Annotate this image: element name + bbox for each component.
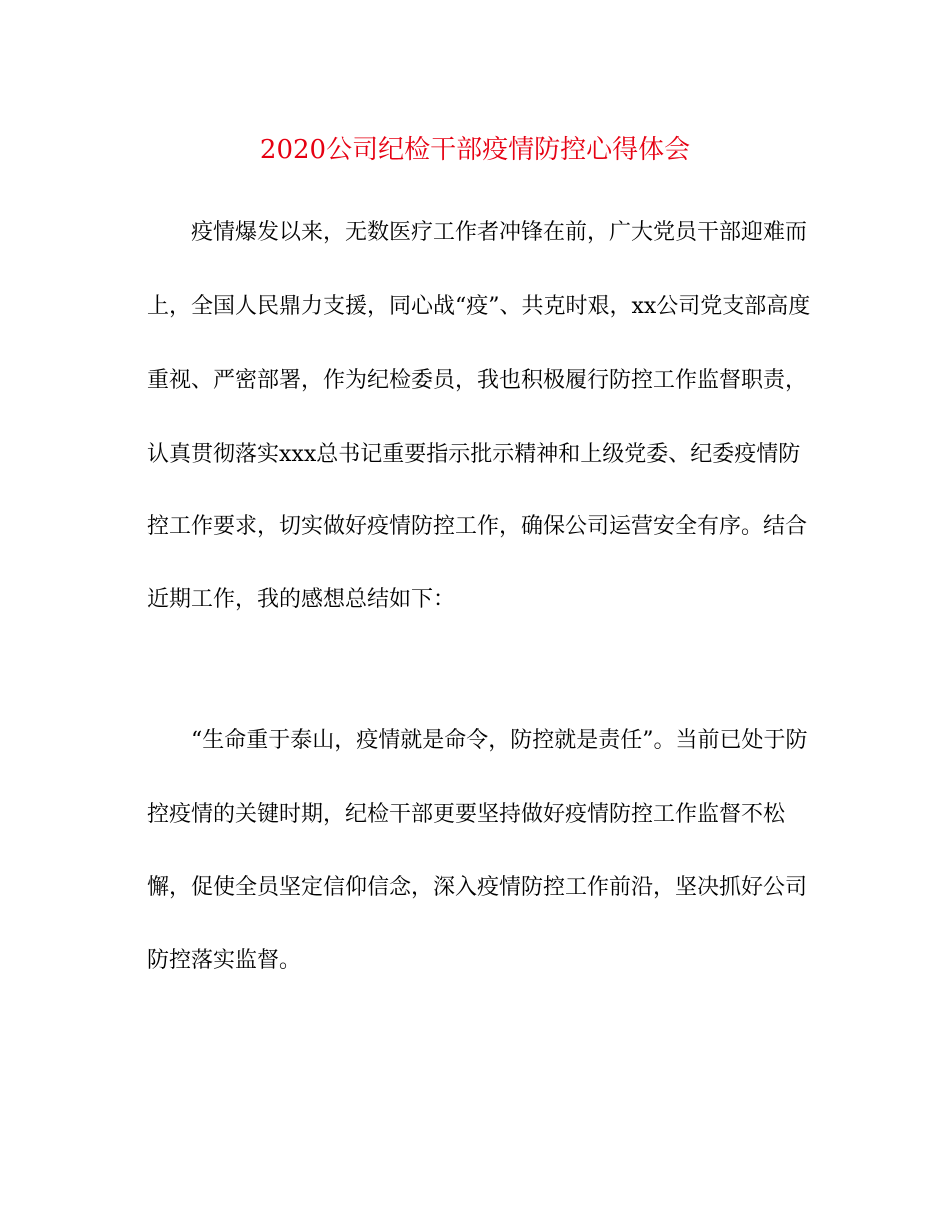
paragraph-2-line-2: 控疫情的关键时期，纪检干部更要坚持做好疫情防控工作监督不松 — [147, 802, 786, 827]
paragraph-1-line-1: 疫情爆发以来，无数医疗工作者冲锋在前，广大党员干部迎难而 — [191, 220, 808, 245]
document-title: 2020公司纪检干部疫情防控心得体会 — [259, 135, 691, 165]
paragraph-2-line-1: “生命重于泰山，疫情就是命令，防控就是责任”。当前已处于防 — [191, 728, 808, 753]
paragraph-2-line-4: 防控落实监督。 — [147, 948, 302, 973]
paragraph-1-line-5: 控工作要求，切实做好疫情防控工作，确保公司运营安全有序。结合 — [147, 514, 808, 539]
paragraph-1-line-2: 上，全国人民鼎力支援，同心战“疫”、共克时艰，xx公司党支部高度 — [147, 294, 811, 319]
paragraph-1-line-6: 近期工作，我的感想总结如下： — [147, 587, 456, 612]
paragraph-1-line-3: 重视、严密部署，作为纪检委员，我也积极履行防控工作监督职责， — [147, 368, 808, 393]
paragraph-1-line-4: 认真贯彻落实xxx总书记重要指示批示精神和上级党委、纪委疫情防 — [147, 442, 801, 467]
paragraph-2-line-3: 懈，促使全员坚定信仰信念，深入疫情防控工作前沿，坚决抓好公司 — [147, 875, 808, 900]
